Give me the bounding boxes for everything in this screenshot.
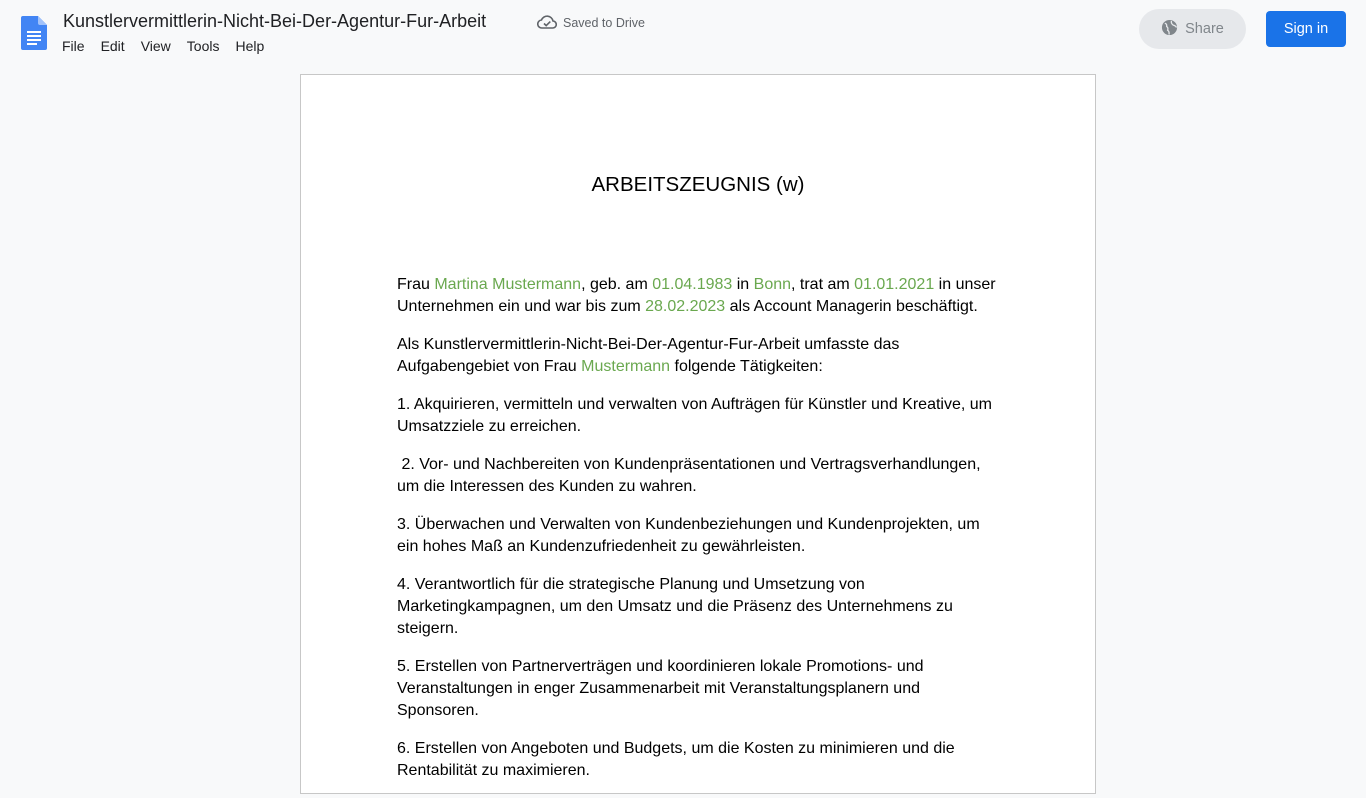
save-status-label: Saved to Drive xyxy=(563,16,645,30)
document-title[interactable]: Kunstlervermittlerin-Nicht-Bei-Der-Agentur-Fur-Arbeit xyxy=(63,11,487,31)
menu-view[interactable]: View xyxy=(140,38,171,54)
birth-date: 01.04.1983 xyxy=(652,276,733,293)
sign-in-button[interactable]: Sign in xyxy=(1266,11,1346,47)
task-item: 5. Erstellen von Partnerverträgen und koordinieren lokale Promotions- und Veranstaltungen in enger Zusammenarbeit mit Veranstaltungsplanern und Sponsoren. xyxy=(397,658,924,719)
intro-text-4: , trat am xyxy=(791,276,855,293)
globe-icon xyxy=(1161,19,1178,40)
intro-text-3: in xyxy=(732,276,754,293)
menu-edit[interactable]: Edit xyxy=(100,38,125,54)
task-item: 4. Verantwortlich für die strategische Planung und Umsetzung von Marketingkampagnen, um den Umsatz und die Präsenz des Unternehmens zu steigern. xyxy=(397,576,953,637)
menu-file[interactable]: File xyxy=(62,38,85,54)
employee-surname: Mustermann xyxy=(581,358,671,375)
intro-text-5: in unser Unternehmen ein und war bis zum xyxy=(397,276,996,315)
task-item: 1. Akquirieren, vermitteln und verwalten von Aufträgen für Künstler und Kreative, um Umsatzziele zu erreichen. xyxy=(397,396,992,435)
page-title: ARBEITSZEUGNIS (w) xyxy=(591,173,805,196)
document-body xyxy=(397,274,1003,798)
share-button[interactable] xyxy=(1139,9,1246,49)
start-date: 01.01.2021 xyxy=(854,276,935,293)
intro-text-2: , geb. am xyxy=(581,276,653,293)
task-item: 3. Überwachen und Verwalten von Kundenbeziehungen und Kundenprojekten, um ein hohes Maß an Kundenzufriedenheit zu gewährleisten. xyxy=(397,516,980,555)
menu-tools[interactable]: Tools xyxy=(186,38,220,54)
docs-logo-icon[interactable] xyxy=(21,16,47,50)
birth-place: Bonn xyxy=(753,276,792,293)
menu-bar xyxy=(54,36,272,56)
tasks-intro-text-2: folgende Tätigkeiten: xyxy=(670,358,823,375)
task-item: 2. Vor- und Nachbereiten von Kundenpräsentationen und Vertragsverhandlungen, um die Interessen des Kunden zu wahren. xyxy=(397,456,985,495)
save-status[interactable] xyxy=(537,14,645,32)
menu-help[interactable]: Help xyxy=(235,38,265,54)
intro-text-6: als Account Managerin beschäftigt. xyxy=(725,298,978,315)
cloud-done-icon xyxy=(537,14,557,33)
employee-name: Martina Mustermann xyxy=(434,276,582,293)
tasks-intro-text-1: Als Kunstlervermittlerin-Nicht-Bei-Der-Agentur-Fur-Arbeit umfasste das Aufgabengebiet von Frau xyxy=(397,336,900,375)
intro-paragraph xyxy=(397,274,1003,318)
end-date: 28.02.2023 xyxy=(645,298,726,315)
intro-text-1: Frau xyxy=(397,276,435,293)
document-page[interactable] xyxy=(300,74,1096,794)
docs-header xyxy=(0,0,1366,64)
share-label: Share xyxy=(1185,21,1224,37)
task-item: 6. Erstellen von Angeboten und Budgets, um die Kosten zu minimieren und die Rentabilität zu maximieren. xyxy=(397,740,955,779)
tasks-intro-paragraph xyxy=(397,334,1003,378)
